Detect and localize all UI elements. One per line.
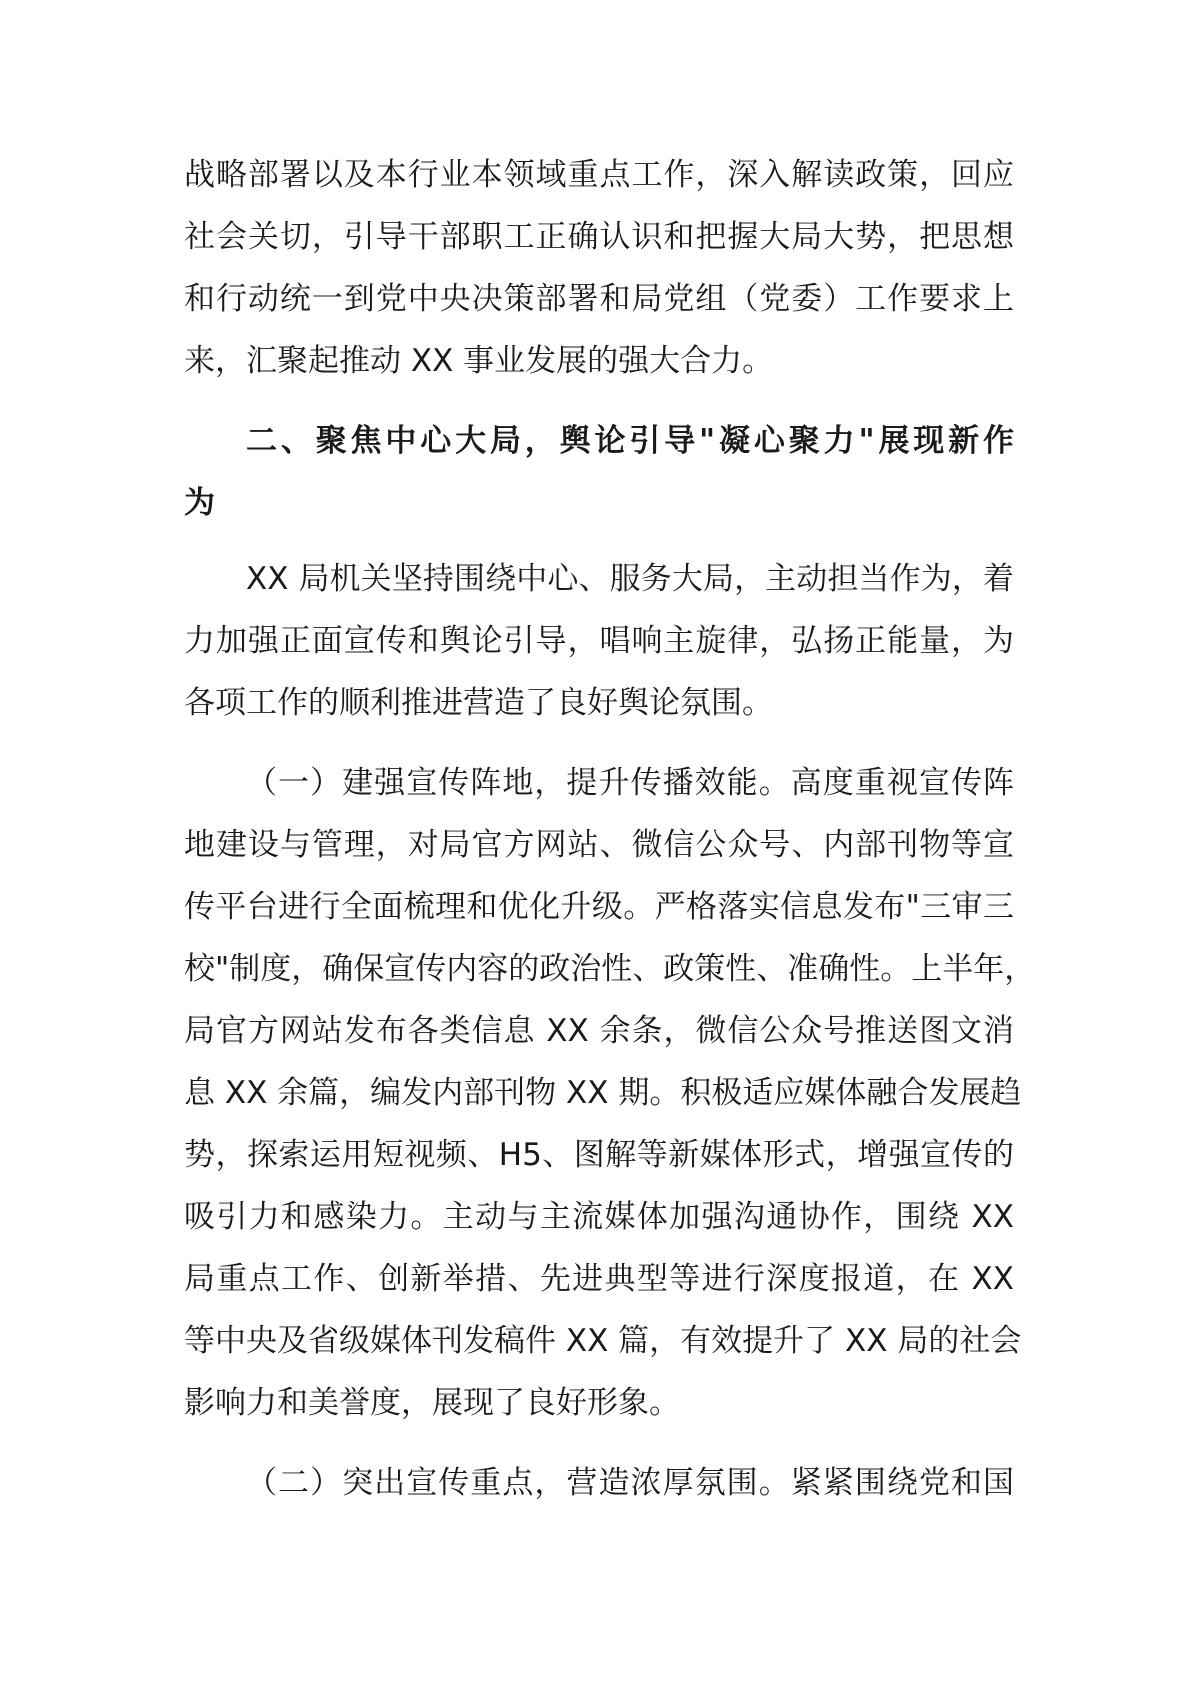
section-heading (184, 410, 1014, 534)
text-line: 力加强正面宣传和舆论引导，唱响主旋律，弘扬正能量，为 (184, 623, 1014, 659)
text-line: 社会关切，引导干部职工正确认识和把握大局大势，把思想 (184, 219, 1014, 255)
text-line: 传平台进行全面梳理和优化升级。严格落实信息发布"三审三 (184, 889, 1014, 925)
intro-paragraph (184, 548, 1014, 734)
subsection-1-paragraph (184, 752, 1036, 1434)
paragraph-continued (184, 144, 1014, 392)
text-line: 各项工作的顺利推进营造了良好舆论氛围。 (184, 685, 773, 721)
text-line: 战略部署以及本行业本领域重点工作，深入解读政策，回应 (184, 157, 1014, 193)
document-body (184, 144, 1036, 1532)
text-line: 局重点工作、创新举措、先进典型等进行深度报道，在 XX (184, 1261, 1014, 1297)
text-line: （一）建强宣传阵地，提升传播效能。高度重视宣传阵 (246, 765, 1014, 801)
text-line: 地建设与管理，对局官方网站、微信公众号、内部刊物等宣 (184, 827, 1014, 863)
text-line: XX 局机关坚持围绕中心、服务大局，主动担当作为，着 (246, 561, 1014, 597)
text-line: 吸引力和感染力。主动与主流媒体加强沟通协作，围绕 XX (184, 1199, 1014, 1235)
text-line: 影响力和美誉度，展现了良好形象。 (184, 1385, 680, 1421)
text-line: 局官方网站发布各类信息 XX 余条，微信公众号推送图文消 (184, 1013, 1014, 1049)
text-line: （二）突出宣传重点，营造浓厚氛围。紧紧围绕党和国 (246, 1465, 1014, 1501)
heading-line: 二、聚焦中心大局，舆论引导"凝心聚力"展现新作 (246, 423, 1014, 459)
heading-line: 为 (184, 485, 215, 521)
text-line: 校"制度，确保宣传内容的政治性、政策性、准确性。上半年， (184, 951, 1036, 987)
subsection-2-paragraph (184, 1452, 1014, 1514)
text-line: 息 XX 余篇，编发内部刊物 XX 期。积极适应媒体融合发展趋 (184, 1075, 1022, 1111)
text-line: 来，汇聚起推动 XX 事业发展的强大合力。 (184, 343, 774, 379)
text-line: 等中央及省级媒体刊发稿件 XX 篇，有效提升了 XX 局的社会 (184, 1323, 1022, 1359)
text-line: 和行动统一到党中央决策部署和局党组（党委）工作要求上 (184, 281, 1014, 317)
text-line: 势，探索运用短视频、H5、图解等新媒体形式，增强宣传的 (184, 1137, 1014, 1173)
